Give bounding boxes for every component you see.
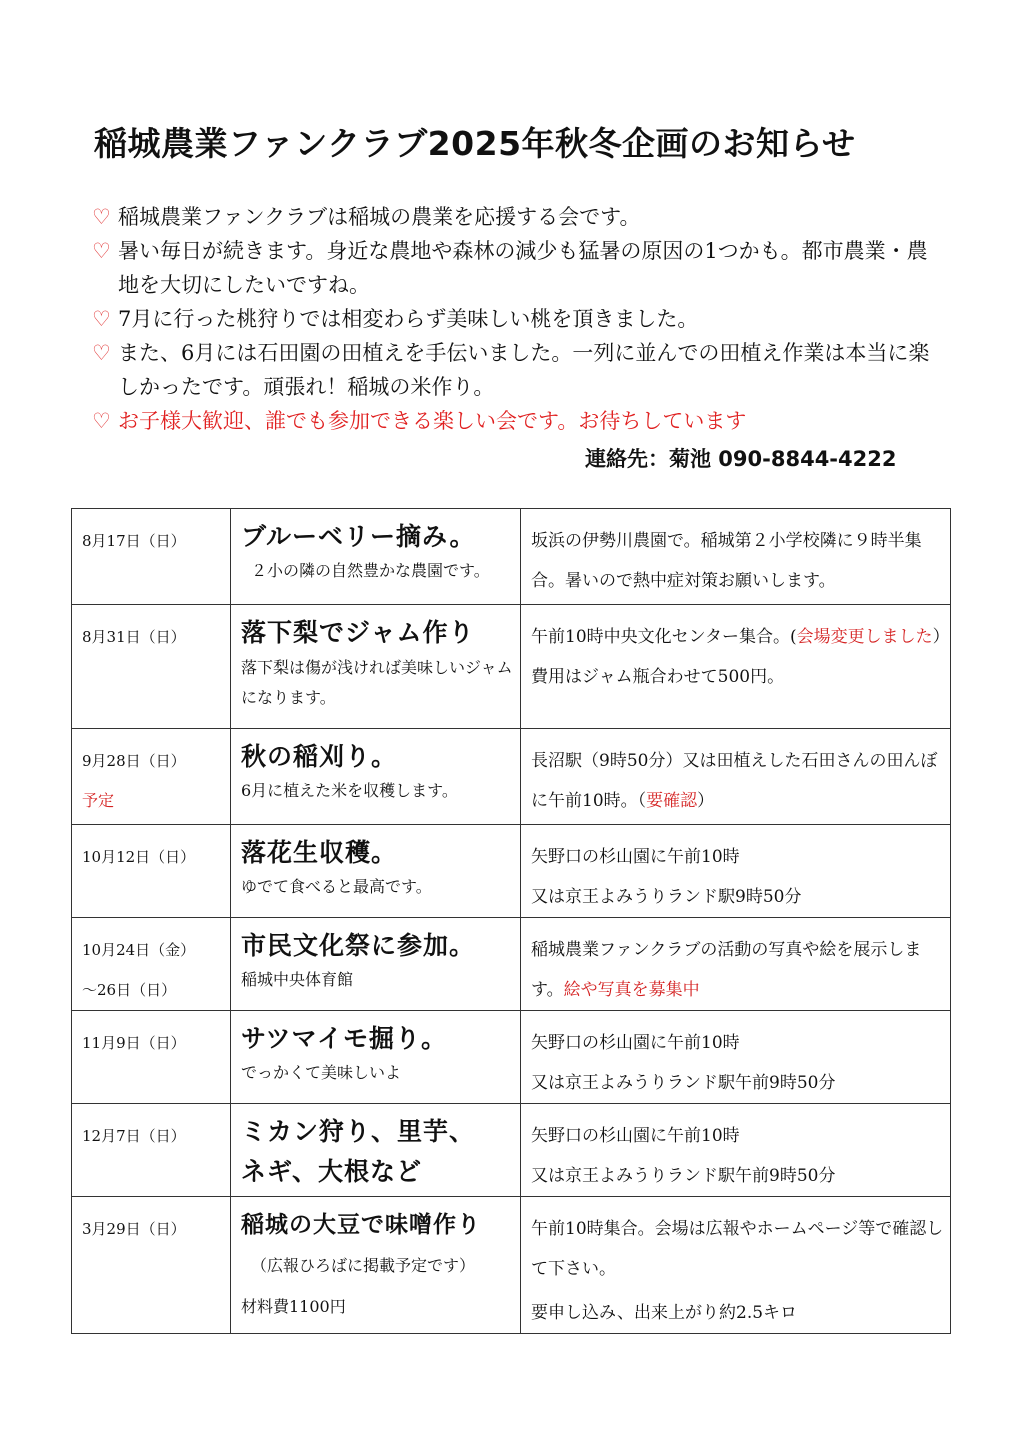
intro-paragraph-highlight: ♡ お子様大歓迎、誰でも参加できる楽しい会です。お待ちしています [92,404,942,438]
intro-paragraph: ♡ 暑い毎日が続きます。身近な農地や森林の減少も猛暑の原因の1つかも。都市農業・農地を大切にしたいですね。 [92,234,942,302]
event-cell [231,1104,521,1197]
event-cell [231,918,521,1011]
event-title: 秋の稲刈り。 [241,742,398,771]
table-row [72,825,951,918]
event-note: 材料費1100円 [241,1297,346,1316]
event-detail: 長沼駅（9時50分）又は田植えした石田さんの田んぼに午前10時。（要確認） [521,729,951,825]
event-date: 10月24日（金） ～26日（日） [72,918,231,1011]
event-cell [231,1011,521,1104]
event-note: 6月に植えた米を収穫します。 [241,781,458,800]
event-cell [231,509,521,605]
schedule-table [71,508,951,1334]
heart-icon: ♡ [92,239,111,263]
event-detail: 午前10時集合。会場は広報やホームページ等で確認して下さい。 要申し込み、出来上がり約2.5キロ [521,1197,951,1334]
event-date: 11月9日（日） [72,1011,231,1104]
table-row [72,729,951,825]
event-title: ネギ、大根など [241,1157,423,1186]
event-title: ブルーベリー摘み。 [241,522,476,551]
event-detail: 坂浜の伊勢川農園で。稲城第２小学校隣に９時半集合。暑いので熱中症対策お願いします。 [521,509,951,605]
event-title: 落花生収穫。 [241,838,398,867]
event-cell [231,729,521,825]
intro-paragraph: ♡ 稲城農業ファンクラブは稲城の農業を応援する会です。 [92,200,942,234]
event-date: 12月7日（日） [72,1104,231,1197]
tentative-label: 予定 [82,791,115,810]
event-detail: 矢野口の杉山園に午前10時 又は京王よみうりランド駅午前9時50分 [521,1104,951,1197]
event-title: 市民文化祭に参加。 [241,931,476,960]
table-row [72,605,951,729]
event-cell [231,1197,521,1334]
table-row [72,509,951,605]
event-date: 8月31日（日） [72,605,231,729]
heart-icon: ♡ [92,205,111,229]
table-row [72,1104,951,1197]
event-detail: 矢野口の杉山園に午前10時 又は京王よみうりランド駅午前9時50分 [521,1011,951,1104]
event-note: でっかくて美味しいよ [241,1063,402,1082]
intro-paragraph: ♡ 7月に行った桃狩りでは相変わらず美味しい桃を頂きました。 [92,302,942,336]
event-date: 10月12日（日） [72,825,231,918]
event-detail: 矢野口の杉山園に午前10時 又は京王よみうりランド駅9時50分 [521,825,951,918]
intro-section [92,200,942,438]
event-title: ミカン狩り、里芋、 [241,1117,476,1146]
event-date: 3月29日（日） [72,1197,231,1334]
confirm-needed-label: 要確認 [646,791,698,811]
event-note: （広報ひろばに掲載予定です） [251,1256,476,1275]
page-title: 稲城農業ファンクラブ2025年秋冬企画のお知らせ [94,124,856,163]
event-title: サツマイモ掘り。 [241,1024,448,1053]
heart-icon: ♡ [92,409,111,433]
table-row [72,918,951,1011]
event-cell [231,605,521,729]
event-title: 稲城の大豆で味噌作り [241,1212,481,1238]
call-for-entries: 絵や写真を募集中 [563,980,700,1000]
intro-paragraph: ♡ また、6月には石田園の田植えを手伝いました。一列に並んでの田植え作業は本当に楽しかったです。頑張れ！稲城の米作り。 [92,336,942,404]
event-date: 8月17日（日） [72,509,231,605]
event-note: 稲城中央体育館 [241,970,354,989]
table-row [72,1011,951,1104]
event-cell [231,825,521,918]
event-detail: 稲城農業ファンクラブの活動の写真や絵を展示します。絵や写真を募集中 [521,918,951,1011]
heart-icon: ♡ [92,307,111,331]
event-note: ゆでて食べると最高です。 [241,877,432,896]
contact-info: 連絡先：菊池 090-8844-4222 [585,447,897,471]
venue-change-notice: 会場変更しました [796,627,933,647]
table-row [72,1197,951,1334]
event-note: ２小の隣の自然豊かな農園です。 [251,561,490,580]
event-detail: 午前10時中央文化センター集合。(会場変更しました）費用はジャム瓶合わせて500円。 [521,605,951,729]
event-note: 落下梨は傷が浅ければ美味しいジャムになります。 [241,658,513,707]
event-date: 9月28日（日） 予定 [72,729,231,825]
heart-icon: ♡ [92,341,111,365]
event-title: 落下梨でジャム作り [241,618,475,647]
